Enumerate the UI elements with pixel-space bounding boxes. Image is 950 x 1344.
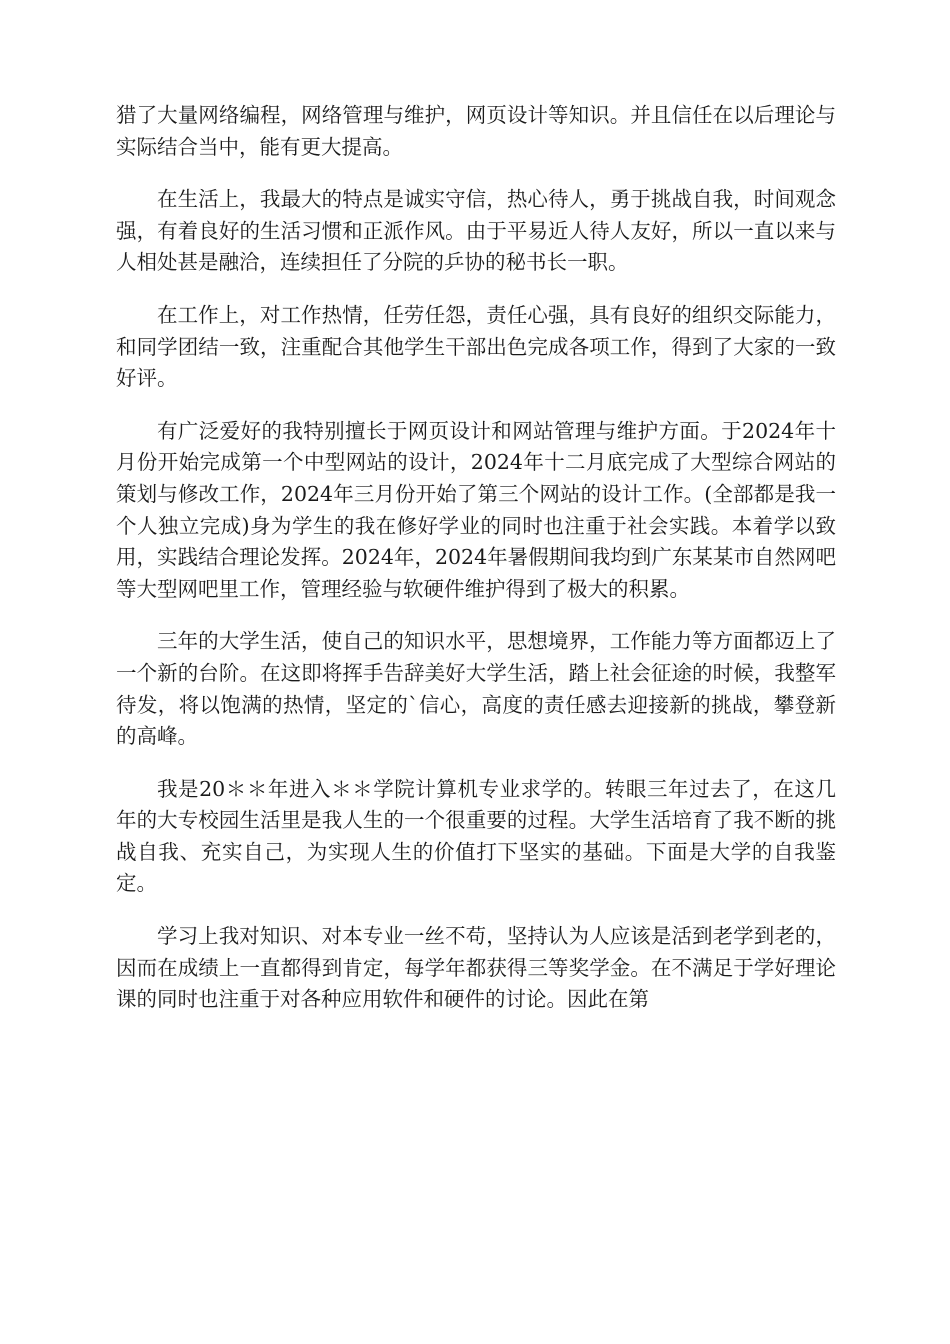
- paragraph-7: 学习上我对知识、对本专业一丝不苟，坚持认为人应该是活到老学到老的，因而在成绩上一直都得到肯定，每学年都获得三等奖学金。在不满足于学好理论课的同时也注重于对各种应用软件和硬件的讨论。因此在第: [116, 924, 836, 1012]
- paragraph-3: 在工作上，对工作热情，任劳任怨，责任心强，具有良好的组织交际能力，和同学团结一致，注重配合其他学生干部出色完成各项工作，得到了大家的一致好评。: [116, 302, 836, 391]
- document-page: [116, 100, 836, 1037]
- paragraph-6: 我是20＊＊年进入＊＊学院计算机专业求学的。转眼三年过去了，在这几年的大专校园生活里是我人生的一个很重要的过程。大学生活培育了我不断的挑战自我、充实自己，为实现人生的价值打下坚实的基础。下面是大学的自我鉴定。: [116, 776, 836, 896]
- paragraph-2: 在生活上，我最大的特点是诚实守信，热心待人，勇于挑战自我，时间观念强，有着良好的生活习惯和正派作风。由于平易近人待人友好，所以一直以来与人相处甚是融洽，连续担任了分院的乒协的秘书长一职。: [116, 187, 836, 275]
- paragraph-5: 三年的大学生活，使自己的知识水平，思想境界，工作能力等方面都迈上了一个新的台阶。在这即将挥手告辞美好大学生活，踏上社会征途的时候，我整军待发，将以饱满的热情，坚定的`信心，高度的责任感去迎接新的挑战，攀登新的高峰。: [116, 629, 836, 749]
- paragraph-1: 猎了大量网络编程，网络管理与维护，网页设计等知识。并且信任在以后理论与实际结合当中，能有更大提高。: [116, 103, 836, 159]
- paragraph-4: 有广泛爱好的我特别擅长于网页设计和网站管理与维护方面。于2024年十月份开始完成第一个中型网站的设计，2024年十二月底完成了大型综合网站的策划与修改工作，2024年三月份开始了第三个网站的设计工作。(全部都是我一个人独立完成)身为学生的我在修好学业的同时也注重于社会实践。本着学以致用，实践结合理论发挥。2024年，2024年暑假期间我均到广东某某市自然网吧等大型网吧里工作，管理经验与软硬件维护得到了极大的积累。: [116, 418, 836, 601]
